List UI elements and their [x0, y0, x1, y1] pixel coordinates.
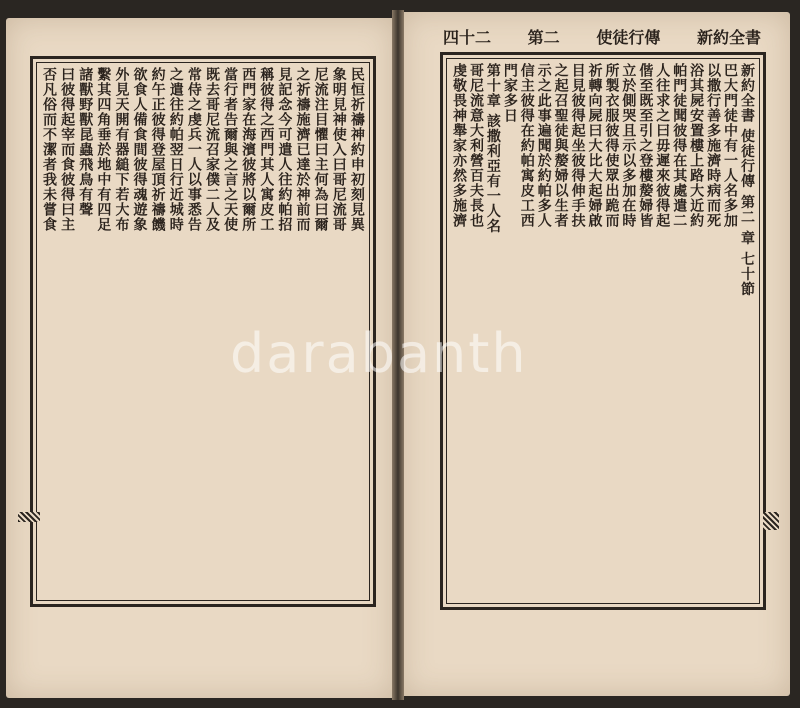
text-column: 示之此事遍聞於約帕多人 — [535, 63, 552, 228]
text-column: 以撒行善多施濟時病而死 — [705, 63, 722, 228]
text-column: 否凡俗而不潔者我未嘗食 — [41, 67, 57, 232]
text-column: 祈轉向屍曰大比大起婦啟 — [586, 63, 603, 228]
text-column: 立於側哭且示以多加在時 — [620, 63, 637, 228]
watermark-text: darabanth — [230, 322, 528, 385]
text-column: 曰彼得起宰而食彼得曰主 — [59, 67, 76, 232]
header-book: 使徒行傳 — [596, 27, 661, 47]
text-column: 西門家在海濱彼將以爾所 — [240, 67, 257, 232]
text-column: 民恒祈禱神約申初刻見異 — [348, 67, 365, 232]
text-column: 繫其四角垂於地中有四足 — [95, 67, 112, 232]
page-edge-mark — [18, 512, 40, 522]
text-column: 既去哥尼流召家僕二人及 — [203, 67, 220, 232]
page-header — [443, 20, 761, 52]
text-column: 見記念今可遣人往約帕招 — [276, 67, 293, 232]
text-column: 諸獸野獸昆蟲飛鳥有聲 — [77, 67, 94, 217]
text-column: 象明見神使入曰哥尼流哥 — [330, 67, 347, 232]
text-column: 外見天開有器縋下若大布 — [113, 67, 130, 232]
text-column: 帕門徒聞彼得在其處遣二 — [671, 63, 688, 228]
text-column: 欲食人備食間彼得魂遊象 — [131, 67, 148, 232]
text-column: 之遣往約帕翌日行近城時 — [167, 67, 184, 232]
header-chapter: 第二 — [527, 27, 560, 47]
text-column: 人往求之曰毋遲來彼得起 — [654, 63, 671, 228]
text-column: 所製衣服彼得使眾出跪而 — [603, 63, 620, 228]
text-column: 新約全書 使徒行傳 第二 章 七十節 — [738, 63, 755, 297]
text-column: 之祈禱施濟已達於神前而 — [294, 67, 311, 232]
text-column: 哥尼流意大利營百夫長也 — [467, 63, 484, 228]
page-edge-mark-right — [763, 512, 779, 530]
text-column: 第十章 該撒利亞有一人名 — [484, 63, 501, 234]
text-column: 浴其屍安置樓上路大近約 — [688, 63, 705, 228]
text-column: 之起召聖徒與嫠婦以生者 — [552, 63, 569, 228]
text-column: 巴大門徒中有一人名多加 — [722, 63, 738, 228]
text-column: 目見彼得起坐彼得伸手扶 — [569, 63, 586, 228]
text-column: 尼流注目懼曰主何為曰爾 — [312, 67, 329, 232]
text-column: 稱彼得之西門其人寓皮工 — [258, 67, 275, 232]
text-column: 虔敬畏神舉家亦然多施濟 — [451, 63, 467, 228]
text-column: 常侍之虔兵一人以事悉告 — [185, 67, 202, 232]
text-column: 當行者告爾與之言之天使 — [222, 67, 239, 232]
text-column: 偕至既至引之登樓嫠婦皆 — [637, 63, 654, 228]
header-title: 新約全書 — [696, 27, 761, 47]
text-column: 信主彼得在約帕寓皮工西 — [518, 63, 535, 228]
header-page-number: 四十二 — [443, 27, 492, 47]
text-column: 約午正彼得登屋頂祈禱饑 — [149, 67, 166, 232]
text-column: 門家多日 — [501, 63, 518, 123]
